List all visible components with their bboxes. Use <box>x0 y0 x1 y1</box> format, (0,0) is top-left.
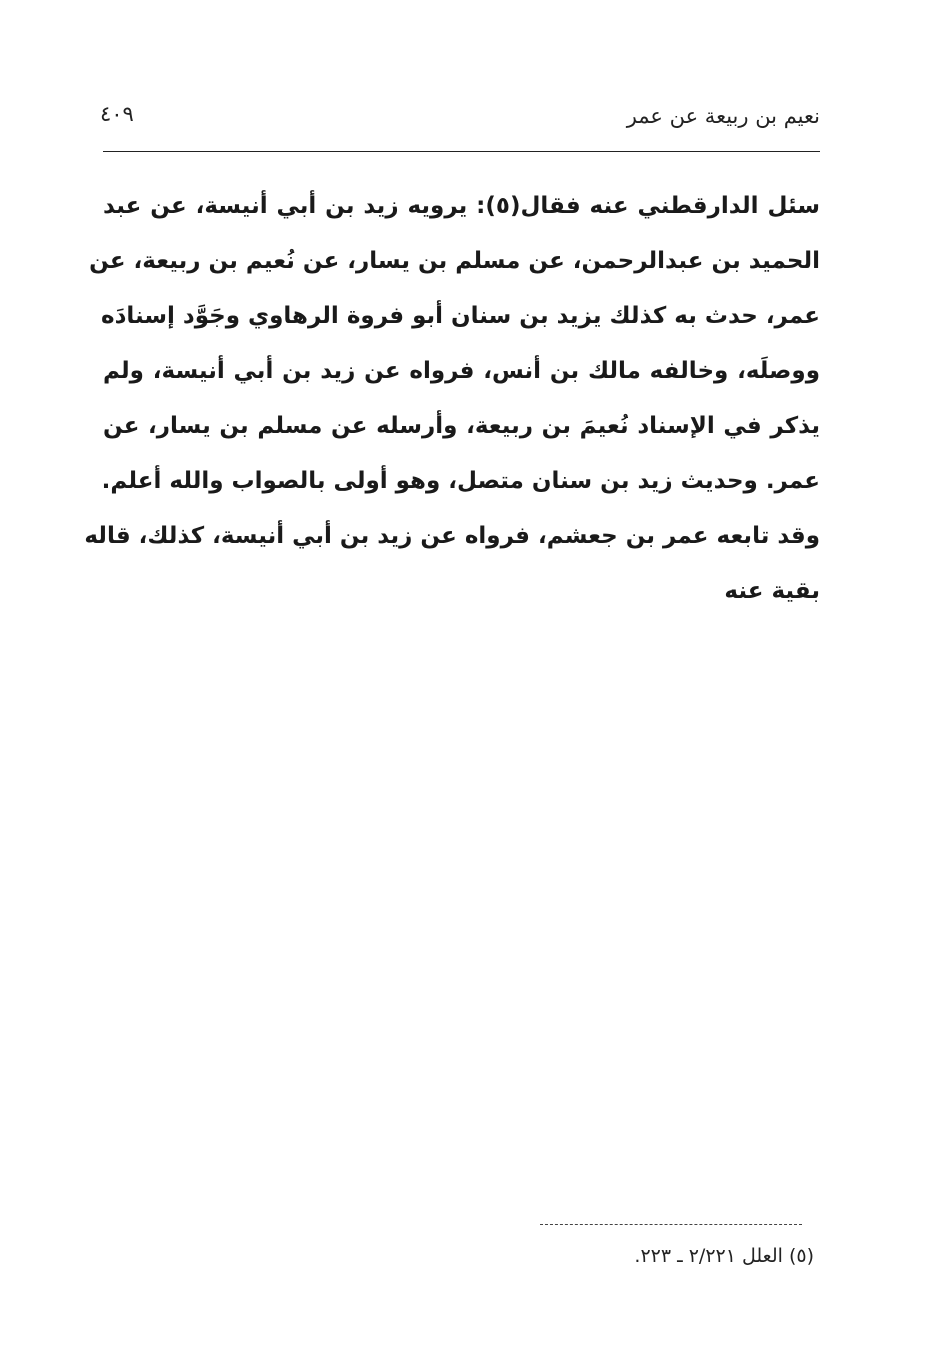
body-paragraph <box>84 183 820 623</box>
text-line: وقد تابعه عمر بن جعشم، فرواه عن زيد بن أبي أنيسة، كذلك، قاله <box>84 523 820 549</box>
running-header-title: نعيم بن ربيعة عن عمر <box>626 104 820 128</box>
text-line: ووصلَه، وخالفه مالك بن أنس، فرواه عن زيد بن أبي أنيسة، ولم <box>103 358 820 384</box>
text-line: عمر، حدث به كذلك يزيد بن سنان أبو فروة الرهاوي وجَوَّد إسنادَه <box>101 303 820 329</box>
footnote: (٥) العلل ٢/٢٢١ ـ ٢٢٣. <box>634 1245 814 1267</box>
text-line: يذكر في الإسناد نُعيمَ بن ربيعة، وأرسله عن مسلم بن يسار، عن <box>103 413 820 439</box>
text-line: الحميد بن عبدالرحمن، عن مسلم بن يسار، عن نُعيم بن ربيعة، عن <box>89 248 820 274</box>
header-divider <box>103 151 820 152</box>
text-line: سئل الدارقطني عنه فقال(٥): يرويه زيد بن أبي أنيسة، عن عبد <box>103 193 820 219</box>
footnote-divider <box>540 1224 802 1225</box>
text-line: بقية عنه <box>724 578 820 604</box>
text-line: عمر. وحديث زيد بن سنان متصل، وهو أولى بالصواب والله أعلم. <box>101 468 820 494</box>
page-number: ٤٠٩ <box>100 102 134 126</box>
